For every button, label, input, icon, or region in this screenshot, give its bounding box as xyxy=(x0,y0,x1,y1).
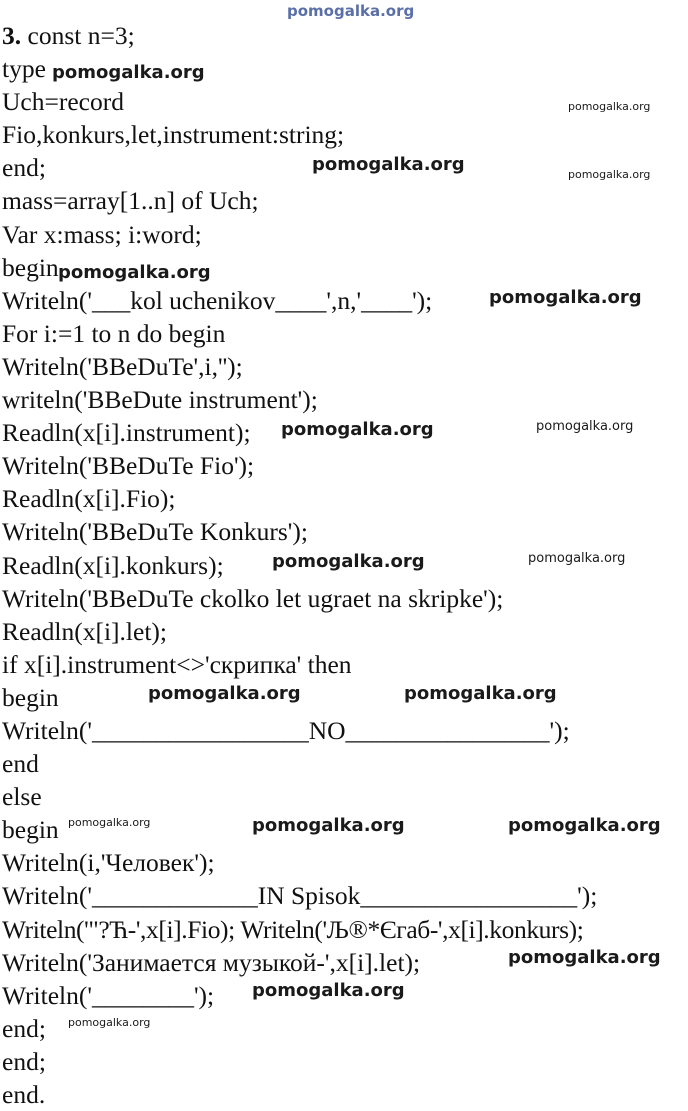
code-line-1 xyxy=(2,19,597,52)
code-line-24: else xyxy=(2,782,42,812)
code-line-11: Writeln('BBeDuTe',i,''); xyxy=(2,351,243,381)
code-line-33: end. xyxy=(2,1080,46,1109)
code-line-3: Uch=record xyxy=(2,87,124,117)
code-line-text: const n=3; xyxy=(27,21,135,50)
code-line-20: if x[i].instrument<>'скрипка' then xyxy=(2,649,352,679)
code-line-13: Readln(x[i].instrument); xyxy=(2,418,251,448)
code-line-5: end; xyxy=(2,153,46,183)
watermark: pomogalka.org xyxy=(58,262,211,283)
code-line-7: Var x:mass; i:word; xyxy=(2,219,202,249)
watermark: pomogalka.org xyxy=(404,683,557,704)
watermark: pomogalka.org xyxy=(508,815,661,836)
code-line-15: Readln(x[i].Fio); xyxy=(2,484,176,514)
code-line-31: end; xyxy=(2,1013,46,1043)
watermark: pomogalka.org xyxy=(52,62,205,83)
code-line-28: Writeln('"?Ћ-',x[i].Fio); Writeln('Љ®*Єгаб-',x[i].konkurs); xyxy=(2,914,584,944)
problem-number: 3. xyxy=(2,21,22,50)
watermark-small: pomogalka.org xyxy=(68,1016,151,1029)
watermark-small: pomogalka.org xyxy=(528,551,626,566)
watermark: pomogalka.org xyxy=(508,947,661,968)
code-line-26: Writeln(i,'Человек'); xyxy=(2,848,215,878)
code-line-22: Writeln('_________________NO________________'); xyxy=(2,715,570,745)
code-line-21: begin xyxy=(2,682,59,712)
code-line-8: begin xyxy=(2,252,59,282)
code-line-9: Writeln('___kol uchenikov____',n,'____'); xyxy=(2,285,433,315)
watermark: pomogalka.org xyxy=(252,815,405,836)
code-line-4: Fio,konkurs,let,instrument:string; xyxy=(2,120,345,150)
watermark-top: pomogalka.org xyxy=(287,2,415,20)
watermark: pomogalka.org xyxy=(252,980,405,1001)
code-line-2: type xyxy=(2,54,46,84)
code-line-30: Writeln('________'); xyxy=(2,980,215,1010)
watermark-small: pomogalka.org xyxy=(568,168,651,181)
code-line-14: Writeln('BBeDuTe Fio'); xyxy=(2,451,255,481)
code-line-23: end xyxy=(2,749,39,779)
code-line-17: Readln(x[i].konkurs); xyxy=(2,550,224,580)
watermark-small: pomogalka.org xyxy=(68,816,151,829)
code-line-32: end; xyxy=(2,1046,46,1076)
code-line-29: Writeln('Занимается музыкой-',x[i].let); xyxy=(2,947,421,977)
watermark-small: pomogalka.org xyxy=(568,100,651,113)
code-line-10: For i:=1 to n do begin xyxy=(2,318,226,348)
code-line-25: begin xyxy=(2,815,59,845)
watermark: pomogalka.org xyxy=(281,419,434,440)
watermark-small: pomogalka.org xyxy=(536,419,634,434)
code-line-16: Writeln('BBeDuTe Konkurs'); xyxy=(2,517,308,547)
watermark: pomogalka.org xyxy=(312,154,465,175)
code-line-18: Writeln('BBeDuTe ckolko let ugraet na skripke'); xyxy=(2,583,504,613)
code-line-6: mass=array[1..n] of Uch; xyxy=(2,186,259,216)
code-line-27: Writeln('_____________IN Spisok_________________'); xyxy=(2,881,598,911)
code-line-19: Readln(x[i].let); xyxy=(2,616,167,646)
code-line-12: writeln('BBeDute instrument'); xyxy=(2,385,318,415)
watermark: pomogalka.org xyxy=(272,551,425,572)
watermark: pomogalka.org xyxy=(148,683,301,704)
watermark: pomogalka.org xyxy=(489,287,642,308)
